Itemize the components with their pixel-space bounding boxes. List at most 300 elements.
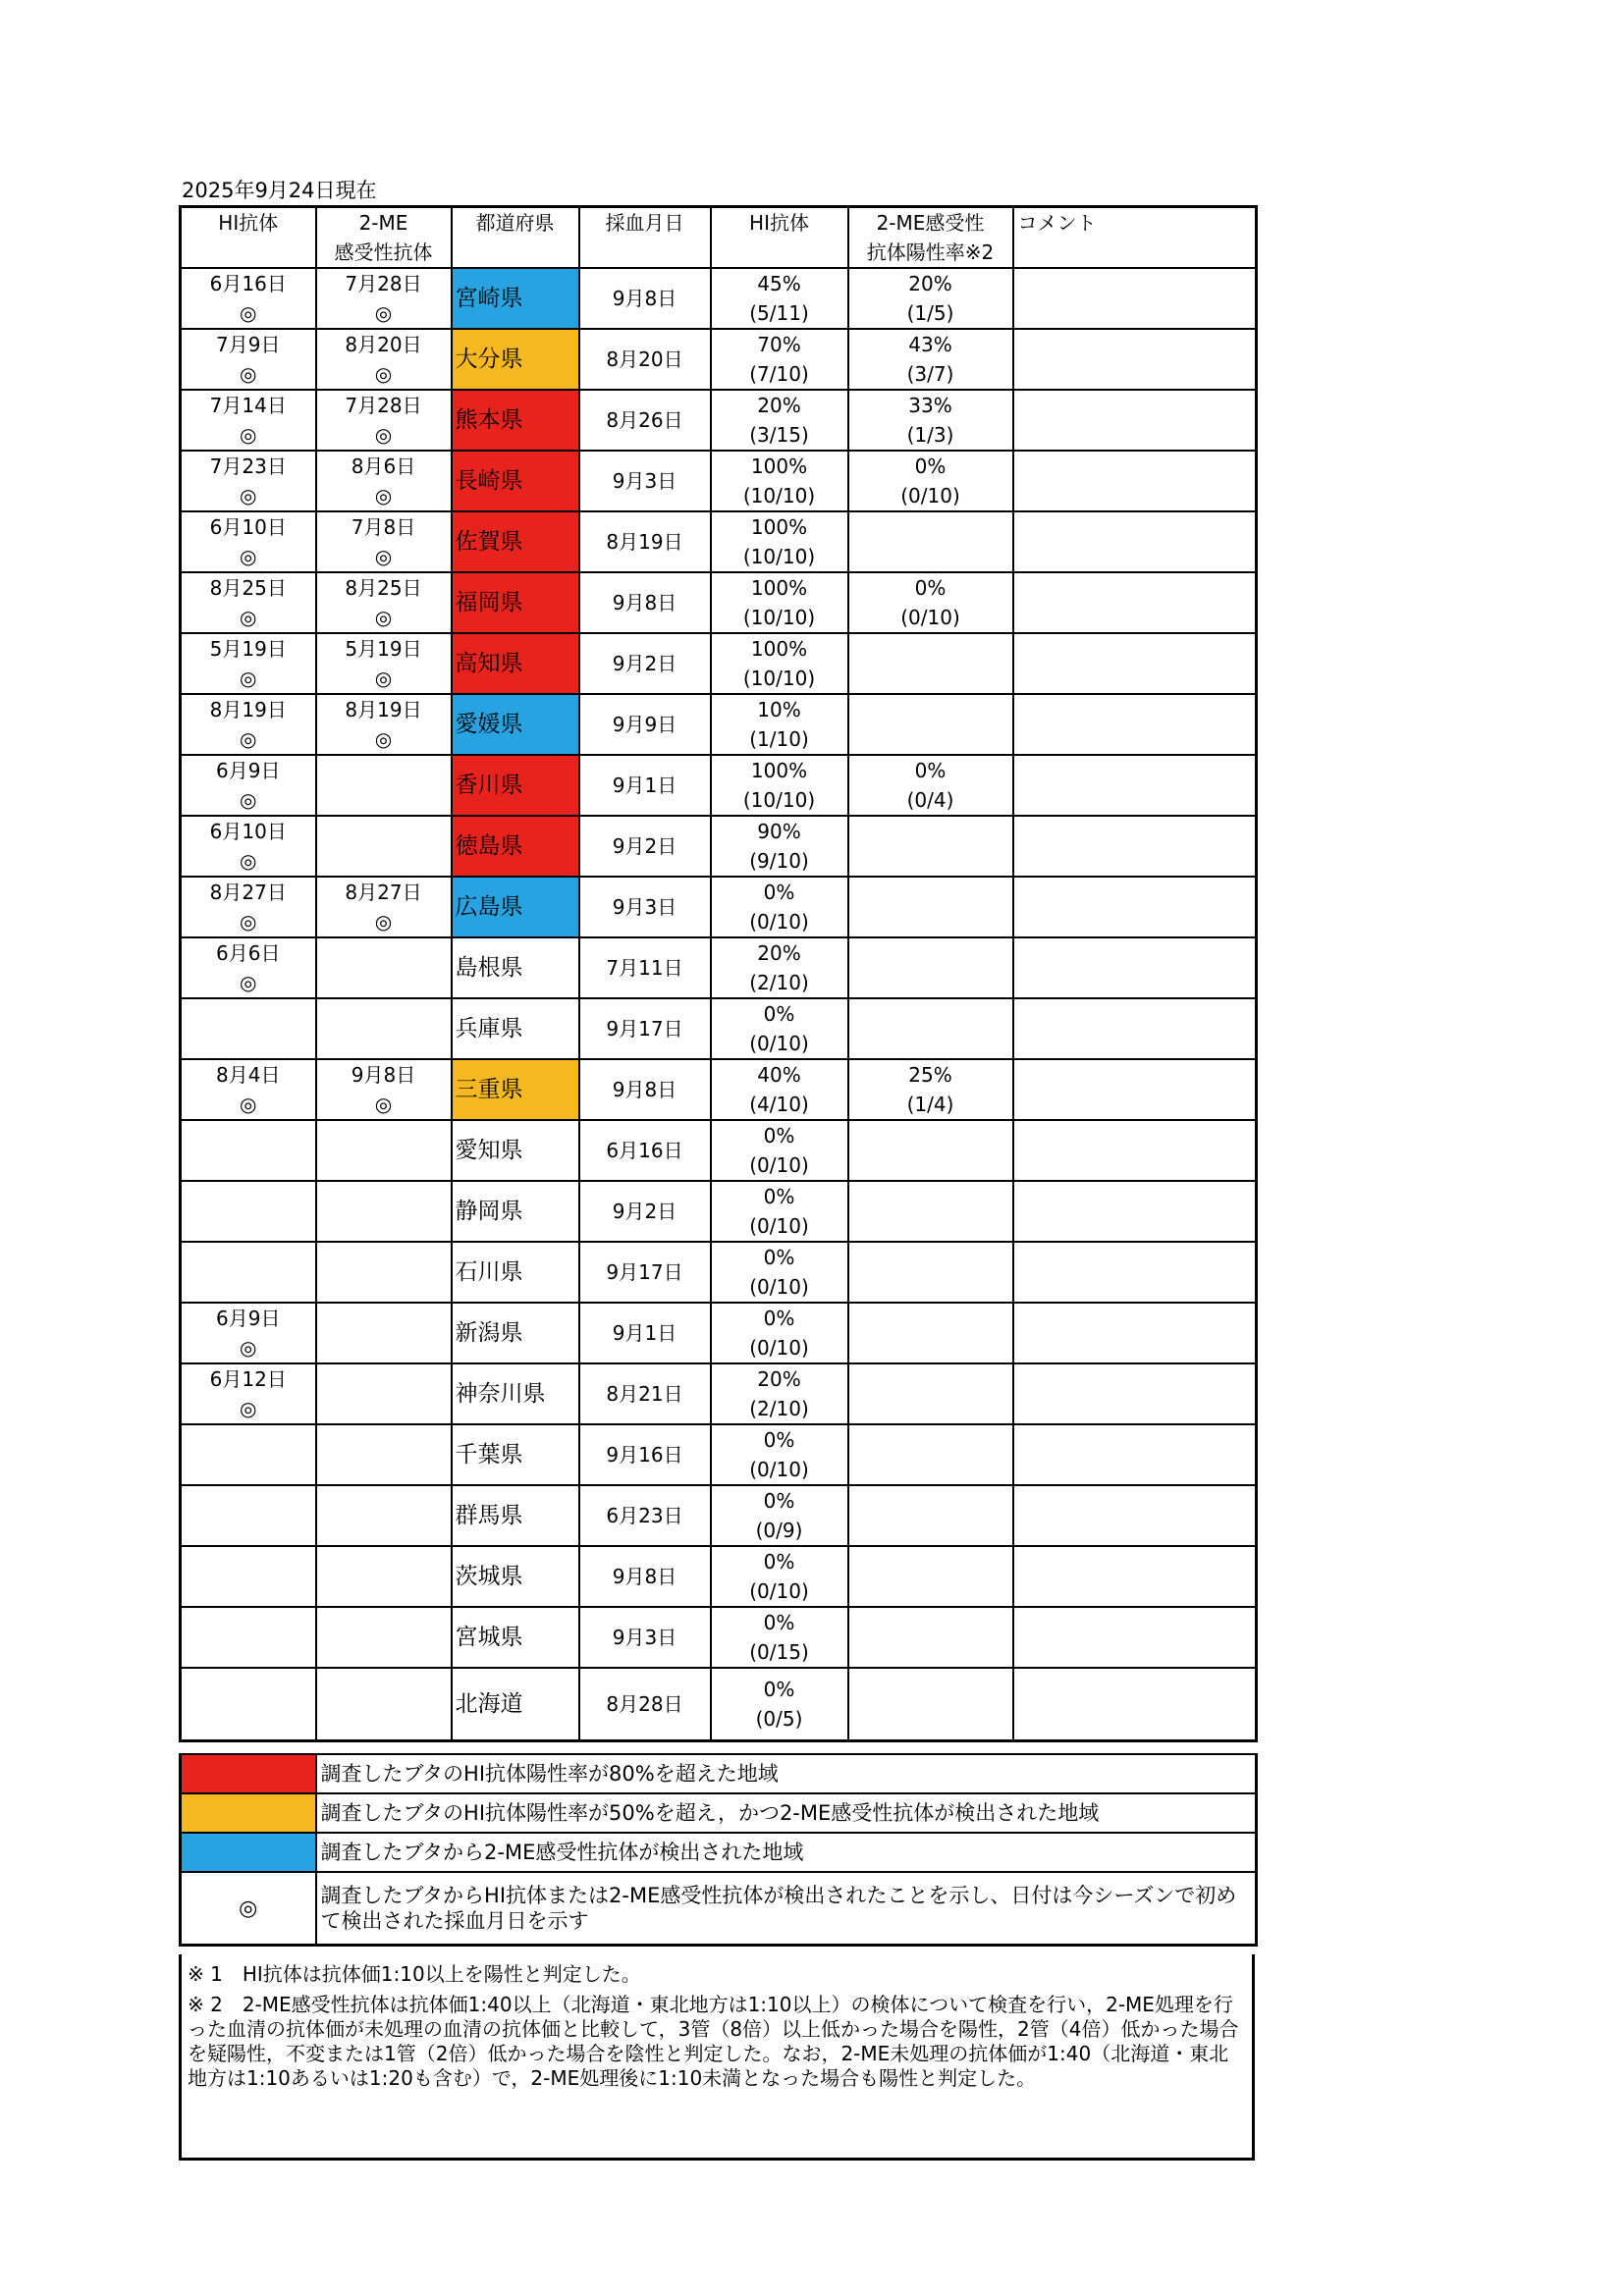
prefecture-cell — [452, 1059, 579, 1120]
sampling-date-cell — [579, 1485, 711, 1546]
me-rate-cell — [848, 816, 1013, 877]
hi-rate-cell — [711, 1424, 848, 1485]
table-row — [181, 816, 1257, 877]
me-detect-cell — [316, 390, 452, 451]
hi-rate-cell — [711, 755, 848, 816]
me-detect-date: 8月20日 — [345, 333, 422, 356]
footnote-2: ※ 2 2-ME感受性抗体は抗体価1:40以上（北海道・東北地方は1:10以上）の検体について検査を行い，2-ME処理を行った血清の抗体価が未処理の血清の抗体価と比較して，3管（8倍）以上低かった場合を陽性，2管（4倍）低かった場合を疑陽性，不変または1管（2倍）低かった場合を陰性と判定した。なお，2-ME未処理の抗体価が1:40（北海道・東北地方は1:10あるいは1:20も含む）で，2-ME処理後に1:10未満となった場合も陽性と判定した。 — [188, 1993, 1239, 2090]
prefecture-cell — [452, 1485, 579, 1546]
sampling-date: 6月16日 — [606, 1139, 683, 1162]
prefecture-name: 佐賀県 — [455, 529, 523, 555]
hi-detect-mark: ◎ — [240, 1336, 257, 1360]
hi-detect-mark: ◎ — [240, 606, 257, 629]
sampling-date-cell — [579, 1668, 711, 1741]
sampling-date: 8月19日 — [606, 530, 683, 554]
prefecture-cell — [452, 572, 579, 633]
me-detect-mark: ◎ — [374, 362, 393, 386]
hi-detect-cell — [181, 1668, 316, 1741]
header-comment-label: コメント — [1017, 211, 1097, 235]
table-row — [181, 451, 1257, 511]
hi-rate-percent: 100% — [750, 576, 808, 600]
me-rate-cell — [848, 1607, 1013, 1668]
hi-detect-mark: ◎ — [240, 971, 257, 994]
prefecture-cell — [452, 816, 579, 877]
me-rate-cell — [848, 755, 1013, 816]
hi-rate-cell — [711, 937, 848, 998]
comment-cell — [1013, 390, 1257, 451]
sampling-date-cell — [579, 937, 711, 998]
hi-detect-date: 7月9日 — [216, 333, 281, 356]
hi-rate-percent: 0% — [763, 1611, 795, 1634]
hi-rate-percent: 10% — [757, 698, 801, 721]
me-detect-cell — [316, 694, 452, 755]
sampling-date: 8月21日 — [606, 1382, 683, 1406]
prefecture-cell — [452, 1546, 579, 1607]
me-rate-cell — [848, 451, 1013, 511]
prefecture-cell — [452, 1120, 579, 1181]
prefecture-cell — [452, 1181, 579, 1242]
hi-detect-cell — [181, 1242, 316, 1303]
prefecture-cell — [452, 1607, 579, 1668]
hi-detect-mark: ◎ — [240, 667, 257, 690]
hi-detect-cell — [181, 1485, 316, 1546]
hi-rate-cell — [711, 1546, 848, 1607]
me-detect-cell — [316, 998, 452, 1059]
prefecture-name: 徳島県 — [455, 833, 523, 859]
me-detect-date: 8月27日 — [345, 881, 422, 904]
hi-detect-date: 8月19日 — [209, 698, 287, 721]
hi-rate-fraction: (0/10) — [749, 1458, 809, 1481]
me-detect-cell — [316, 1303, 452, 1363]
hi-detect-cell — [181, 998, 316, 1059]
prefecture-cell — [452, 755, 579, 816]
header-prefecture-label: 都道府県 — [475, 211, 555, 235]
hi-rate-cell — [711, 1303, 848, 1363]
sampling-date-cell — [579, 1363, 711, 1424]
me-rate-cell — [848, 633, 1013, 694]
legend-swatch — [181, 1872, 316, 1946]
hi-rate-fraction: (0/10) — [749, 1336, 809, 1360]
sampling-date: 9月9日 — [612, 713, 677, 736]
hi-rate-fraction: (10/10) — [742, 606, 816, 629]
sampling-date: 9月17日 — [606, 1017, 683, 1041]
legend-swatch — [181, 1833, 316, 1872]
me-detect-cell — [316, 1181, 452, 1242]
me-detect-cell — [316, 1607, 452, 1668]
me-rate-percent: 0% — [914, 454, 947, 478]
prefecture-name: 福岡県 — [455, 590, 523, 615]
hi-detect-date: 8月4日 — [216, 1063, 281, 1087]
hi-rate-fraction: (10/10) — [742, 667, 816, 690]
comment-cell — [1013, 572, 1257, 633]
hi-rate-percent: 0% — [763, 1124, 795, 1148]
me-detect-cell — [316, 1485, 452, 1546]
footnote-1: ※ 1 HI抗体は抗体価1:10以上を陽性と判定した。 — [188, 1962, 641, 1986]
me-detect-cell — [316, 329, 452, 390]
header-2me-antibody — [316, 207, 452, 269]
me-rate-cell — [848, 329, 1013, 390]
hi-rate-fraction: (9/10) — [749, 849, 809, 873]
hi-rate-cell — [711, 1059, 848, 1120]
hi-rate-cell — [711, 268, 848, 329]
sampling-date-cell — [579, 1546, 711, 1607]
me-rate-cell — [848, 1363, 1013, 1424]
comment-cell — [1013, 755, 1257, 816]
table-row — [181, 1424, 1257, 1485]
me-rate-cell — [848, 694, 1013, 755]
hi-detect-mark: ◎ — [240, 301, 257, 325]
sampling-date-cell — [579, 1242, 711, 1303]
hi-detect-date: 6月12日 — [209, 1367, 287, 1391]
comment-cell — [1013, 1485, 1257, 1546]
me-detect-mark: ◎ — [374, 301, 393, 325]
legend-swatch — [181, 1754, 316, 1793]
hi-rate-fraction: (2/10) — [749, 971, 809, 994]
me-rate-cell — [848, 877, 1013, 937]
me-rate-cell — [848, 1485, 1013, 1546]
sampling-date: 9月3日 — [612, 1626, 677, 1649]
sampling-date-cell — [579, 694, 711, 755]
me-detect-cell — [316, 877, 452, 937]
me-detect-cell — [316, 451, 452, 511]
hi-rate-cell — [711, 1668, 848, 1741]
hi-detect-mark: ◎ — [240, 910, 257, 934]
me-detect-cell — [316, 937, 452, 998]
hi-detect-cell — [181, 633, 316, 694]
me-rate-cell — [848, 390, 1013, 451]
table-row — [181, 1303, 1257, 1363]
hi-detect-cell — [181, 877, 316, 937]
sampling-date-cell — [579, 1059, 711, 1120]
prefecture-name: 宮崎県 — [455, 286, 523, 311]
header-2me-rate — [848, 207, 1013, 269]
hi-rate-fraction: (0/10) — [749, 910, 809, 934]
prefecture-name: 宮城県 — [455, 1625, 523, 1650]
hi-rate-fraction: (0/5) — [755, 1707, 803, 1731]
sampling-date: 9月2日 — [612, 1200, 677, 1223]
prefecture-name: 大分県 — [455, 347, 523, 372]
legend-item — [181, 1833, 1257, 1872]
table-row — [181, 1668, 1257, 1741]
sampling-date-cell — [579, 877, 711, 937]
sampling-date: 8月28日 — [606, 1692, 683, 1716]
comment-cell — [1013, 1546, 1257, 1607]
table-row — [181, 1607, 1257, 1668]
prefecture-name: 愛媛県 — [455, 712, 523, 737]
me-rate-percent: 0% — [914, 759, 947, 782]
hi-detect-cell — [181, 451, 316, 511]
hi-rate-cell — [711, 1363, 848, 1424]
hi-detect-cell — [181, 329, 316, 390]
hi-rate-cell — [711, 816, 848, 877]
legend-swatch — [181, 1793, 316, 1833]
me-detect-cell — [316, 1120, 452, 1181]
me-detect-cell — [316, 511, 452, 572]
prefecture-cell — [452, 694, 579, 755]
sampling-date-cell — [579, 816, 711, 877]
hi-detect-cell — [181, 755, 316, 816]
hi-rate-cell — [711, 511, 848, 572]
comment-cell — [1013, 1181, 1257, 1242]
hi-rate-cell — [711, 329, 848, 390]
hi-rate-percent: 0% — [763, 881, 795, 904]
table-row — [181, 268, 1257, 329]
sampling-date-cell — [579, 1607, 711, 1668]
me-detect-cell — [316, 1668, 452, 1741]
me-rate-cell — [848, 937, 1013, 998]
prefecture-name: 島根県 — [455, 955, 523, 981]
comment-cell — [1013, 1607, 1257, 1668]
prefecture-name: 静岡県 — [455, 1199, 523, 1224]
me-detect-mark: ◎ — [374, 423, 393, 447]
sampling-date: 9月8日 — [612, 591, 677, 614]
hi-rate-cell — [711, 390, 848, 451]
me-rate-cell — [848, 1181, 1013, 1242]
prefecture-name: 高知県 — [455, 651, 523, 676]
hi-rate-percent: 0% — [763, 1002, 795, 1026]
sampling-date-cell — [579, 1120, 711, 1181]
me-detect-cell — [316, 1546, 452, 1607]
prefecture-name: 広島県 — [455, 894, 523, 920]
legend-item — [181, 1793, 1257, 1833]
header-comment — [1013, 207, 1257, 269]
prefecture-name: 三重県 — [455, 1077, 523, 1102]
prefecture-name: 千葉県 — [455, 1442, 523, 1468]
comment-cell — [1013, 451, 1257, 511]
comment-cell — [1013, 694, 1257, 755]
comment-cell — [1013, 1303, 1257, 1363]
prefecture-cell — [452, 633, 579, 694]
prefecture-cell — [452, 877, 579, 937]
hi-detect-cell — [181, 1363, 316, 1424]
hi-rate-percent: 70% — [757, 333, 801, 356]
comment-cell — [1013, 877, 1257, 937]
prefecture-name: 兵庫県 — [455, 1016, 523, 1041]
me-rate-cell — [848, 1303, 1013, 1363]
comment-cell — [1013, 1668, 1257, 1741]
hi-rate-fraction: (10/10) — [742, 788, 816, 812]
hi-detect-date: 8月27日 — [209, 881, 287, 904]
sampling-date-cell — [579, 451, 711, 511]
me-detect-mark: ◎ — [374, 667, 393, 690]
comment-cell — [1013, 329, 1257, 390]
comment-cell — [1013, 1059, 1257, 1120]
me-rate-cell — [848, 511, 1013, 572]
me-detect-date: 8月25日 — [345, 576, 422, 600]
hi-detect-cell — [181, 816, 316, 877]
sampling-date: 9月2日 — [612, 652, 677, 675]
me-rate-percent: 43% — [908, 333, 952, 356]
hi-rate-fraction: (3/15) — [749, 423, 809, 447]
hi-detect-mark: ◎ — [240, 849, 257, 873]
sampling-date-cell — [579, 1424, 711, 1485]
hi-detect-date: 7月14日 — [209, 394, 287, 417]
header-2me-line2: 感受性抗体 — [334, 240, 433, 264]
me-rate-cell — [848, 1546, 1013, 1607]
hi-detect-mark: ◎ — [240, 1397, 257, 1420]
me-rate-cell — [848, 572, 1013, 633]
hi-rate-fraction: (2/10) — [749, 1397, 809, 1420]
sampling-date: 9月1日 — [612, 774, 677, 797]
hi-rate-percent: 100% — [750, 637, 808, 661]
hi-rate-percent: 0% — [763, 1307, 795, 1330]
me-detect-cell — [316, 572, 452, 633]
hi-rate-cell — [711, 572, 848, 633]
me-detect-date: 9月8日 — [351, 1063, 416, 1087]
me-rate-cell — [848, 1668, 1013, 1741]
hi-rate-percent: 0% — [763, 1246, 795, 1269]
hi-rate-percent: 20% — [757, 394, 801, 417]
sampling-date: 7月11日 — [606, 956, 683, 980]
me-rate-cell — [848, 268, 1013, 329]
prefecture-name: 神奈川県 — [455, 1381, 546, 1407]
as-of-date: 2025年9月24日現在 — [182, 179, 377, 202]
hi-rate-percent: 0% — [763, 1550, 795, 1574]
legend-item — [181, 1754, 1257, 1793]
me-detect-date: 7月28日 — [345, 394, 422, 417]
hi-rate-fraction: (7/10) — [749, 362, 809, 386]
hi-rate-fraction: (0/10) — [749, 1214, 809, 1238]
hi-rate-percent: 100% — [750, 759, 808, 782]
prefecture-name: 愛知県 — [455, 1138, 523, 1163]
me-rate-percent: 0% — [914, 576, 947, 600]
prefecture-name: 新潟県 — [455, 1320, 523, 1346]
me-rate-fraction: (0/10) — [900, 484, 960, 507]
prefecture-name: 長崎県 — [455, 468, 523, 494]
hi-detect-cell — [181, 572, 316, 633]
me-detect-cell — [316, 1242, 452, 1303]
hi-detect-date: 8月25日 — [209, 576, 287, 600]
me-rate-fraction: (0/4) — [906, 788, 954, 812]
footnotes — [179, 1954, 1255, 2161]
sampling-date: 9月2日 — [612, 834, 677, 858]
hi-detect-cell — [181, 694, 316, 755]
prefecture-name: 石川県 — [455, 1259, 523, 1285]
me-detect-cell — [316, 268, 452, 329]
me-detect-mark: ◎ — [374, 910, 393, 934]
legend-item — [181, 1872, 1257, 1946]
header-hi-rate-label: HI抗体 — [749, 211, 809, 235]
prefecture-cell — [452, 329, 579, 390]
prefecture-cell — [452, 1303, 579, 1363]
hi-detect-mark: ◎ — [240, 362, 257, 386]
sampling-date: 9月1日 — [612, 1321, 677, 1345]
me-rate-cell — [848, 1059, 1013, 1120]
hi-rate-fraction: (0/10) — [749, 1579, 809, 1603]
hi-rate-percent: 45% — [757, 272, 801, 295]
legend-text: 調査したブタからHI抗体または2-ME感受性抗体が検出されたことを示し、日付は今シーズンで初めて検出された採血月日を示す — [316, 1872, 1257, 1946]
prefecture-cell — [452, 451, 579, 511]
table-row — [181, 1181, 1257, 1242]
legend-mark: ◎ — [239, 1896, 258, 1921]
comment-cell — [1013, 816, 1257, 877]
hi-rate-percent: 0% — [763, 1489, 795, 1513]
me-rate-percent: 33% — [908, 394, 952, 417]
hi-rate-fraction: (10/10) — [742, 484, 816, 507]
legend-text: 調査したブタのHI抗体陽性率が50%を超え，かつ2-ME感受性抗体が検出された地域 — [316, 1793, 1257, 1833]
sampling-date-cell — [579, 1181, 711, 1242]
me-rate-fraction: (1/5) — [906, 301, 954, 325]
header-row — [181, 207, 1257, 269]
hi-rate-percent: 0% — [763, 1185, 795, 1208]
legend-text: 調査したブタのHI抗体陽性率が80%を超えた地域 — [316, 1754, 1257, 1793]
hi-rate-fraction: (5/11) — [749, 301, 809, 325]
hi-rate-cell — [711, 694, 848, 755]
sampling-date-cell — [579, 329, 711, 390]
table-row — [181, 998, 1257, 1059]
hi-rate-cell — [711, 1120, 848, 1181]
hi-detect-date: 6月6日 — [216, 941, 281, 965]
hi-rate-fraction: (4/10) — [749, 1093, 809, 1116]
table-row — [181, 1363, 1257, 1424]
legend — [179, 1753, 1258, 1947]
hi-rate-fraction: (1/10) — [749, 727, 809, 751]
hi-detect-cell — [181, 1424, 316, 1485]
table-row — [181, 1546, 1257, 1607]
me-detect-cell — [316, 633, 452, 694]
prefecture-name: 群馬県 — [455, 1503, 523, 1528]
me-rate-cell — [848, 1424, 1013, 1485]
me-rate-percent: 25% — [908, 1063, 952, 1087]
sampling-date: 8月20日 — [606, 347, 683, 371]
hi-rate-percent: 20% — [757, 941, 801, 965]
hi-detect-cell — [181, 1303, 316, 1363]
comment-cell — [1013, 937, 1257, 998]
me-detect-date: 8月6日 — [351, 454, 416, 478]
hi-rate-percent: 100% — [750, 515, 808, 539]
hi-rate-percent: 40% — [757, 1063, 801, 1087]
hi-detect-date: 6月16日 — [209, 272, 287, 295]
me-detect-date: 7月8日 — [351, 515, 416, 539]
table-row — [181, 1242, 1257, 1303]
sampling-date: 9月8日 — [612, 1565, 677, 1588]
header-prefecture — [452, 207, 579, 269]
hi-rate-cell — [711, 1181, 848, 1242]
me-rate-fraction: (1/4) — [906, 1093, 954, 1116]
table-row — [181, 329, 1257, 390]
hi-detect-cell — [181, 268, 316, 329]
hi-detect-mark: ◎ — [240, 423, 257, 447]
hi-detect-mark: ◎ — [240, 788, 257, 812]
header-2me-rate-line2: 抗体陽性率※2 — [866, 240, 995, 264]
hi-rate-fraction: (0/10) — [749, 1275, 809, 1299]
sampling-date: 6月23日 — [606, 1504, 683, 1527]
prefecture-name: 香川県 — [455, 773, 523, 798]
hi-detect-cell — [181, 1607, 316, 1668]
me-detect-mark: ◎ — [374, 606, 393, 629]
comment-cell — [1013, 998, 1257, 1059]
hi-detect-mark: ◎ — [240, 1093, 257, 1116]
hi-detect-date: 5月19日 — [209, 637, 287, 661]
hi-detect-date: 6月9日 — [216, 759, 281, 782]
hi-detect-mark: ◎ — [240, 484, 257, 507]
me-detect-mark: ◎ — [374, 545, 393, 568]
hi-rate-percent: 0% — [763, 1428, 795, 1452]
prefecture-cell — [452, 1424, 579, 1485]
hi-rate-cell — [711, 1485, 848, 1546]
sampling-date: 9月16日 — [606, 1443, 683, 1467]
me-rate-fraction: (0/10) — [900, 606, 960, 629]
me-rate-cell — [848, 998, 1013, 1059]
prefecture-name: 茨城県 — [455, 1564, 523, 1589]
header-2me-line1: 2-ME — [358, 211, 408, 235]
sampling-date-cell — [579, 390, 711, 451]
me-detect-cell — [316, 816, 452, 877]
hi-detect-date: 6月10日 — [209, 820, 287, 843]
me-rate-percent: 20% — [908, 272, 952, 295]
hi-detect-date: 7月23日 — [209, 454, 287, 478]
prefecture-name: 熊本県 — [455, 407, 523, 433]
